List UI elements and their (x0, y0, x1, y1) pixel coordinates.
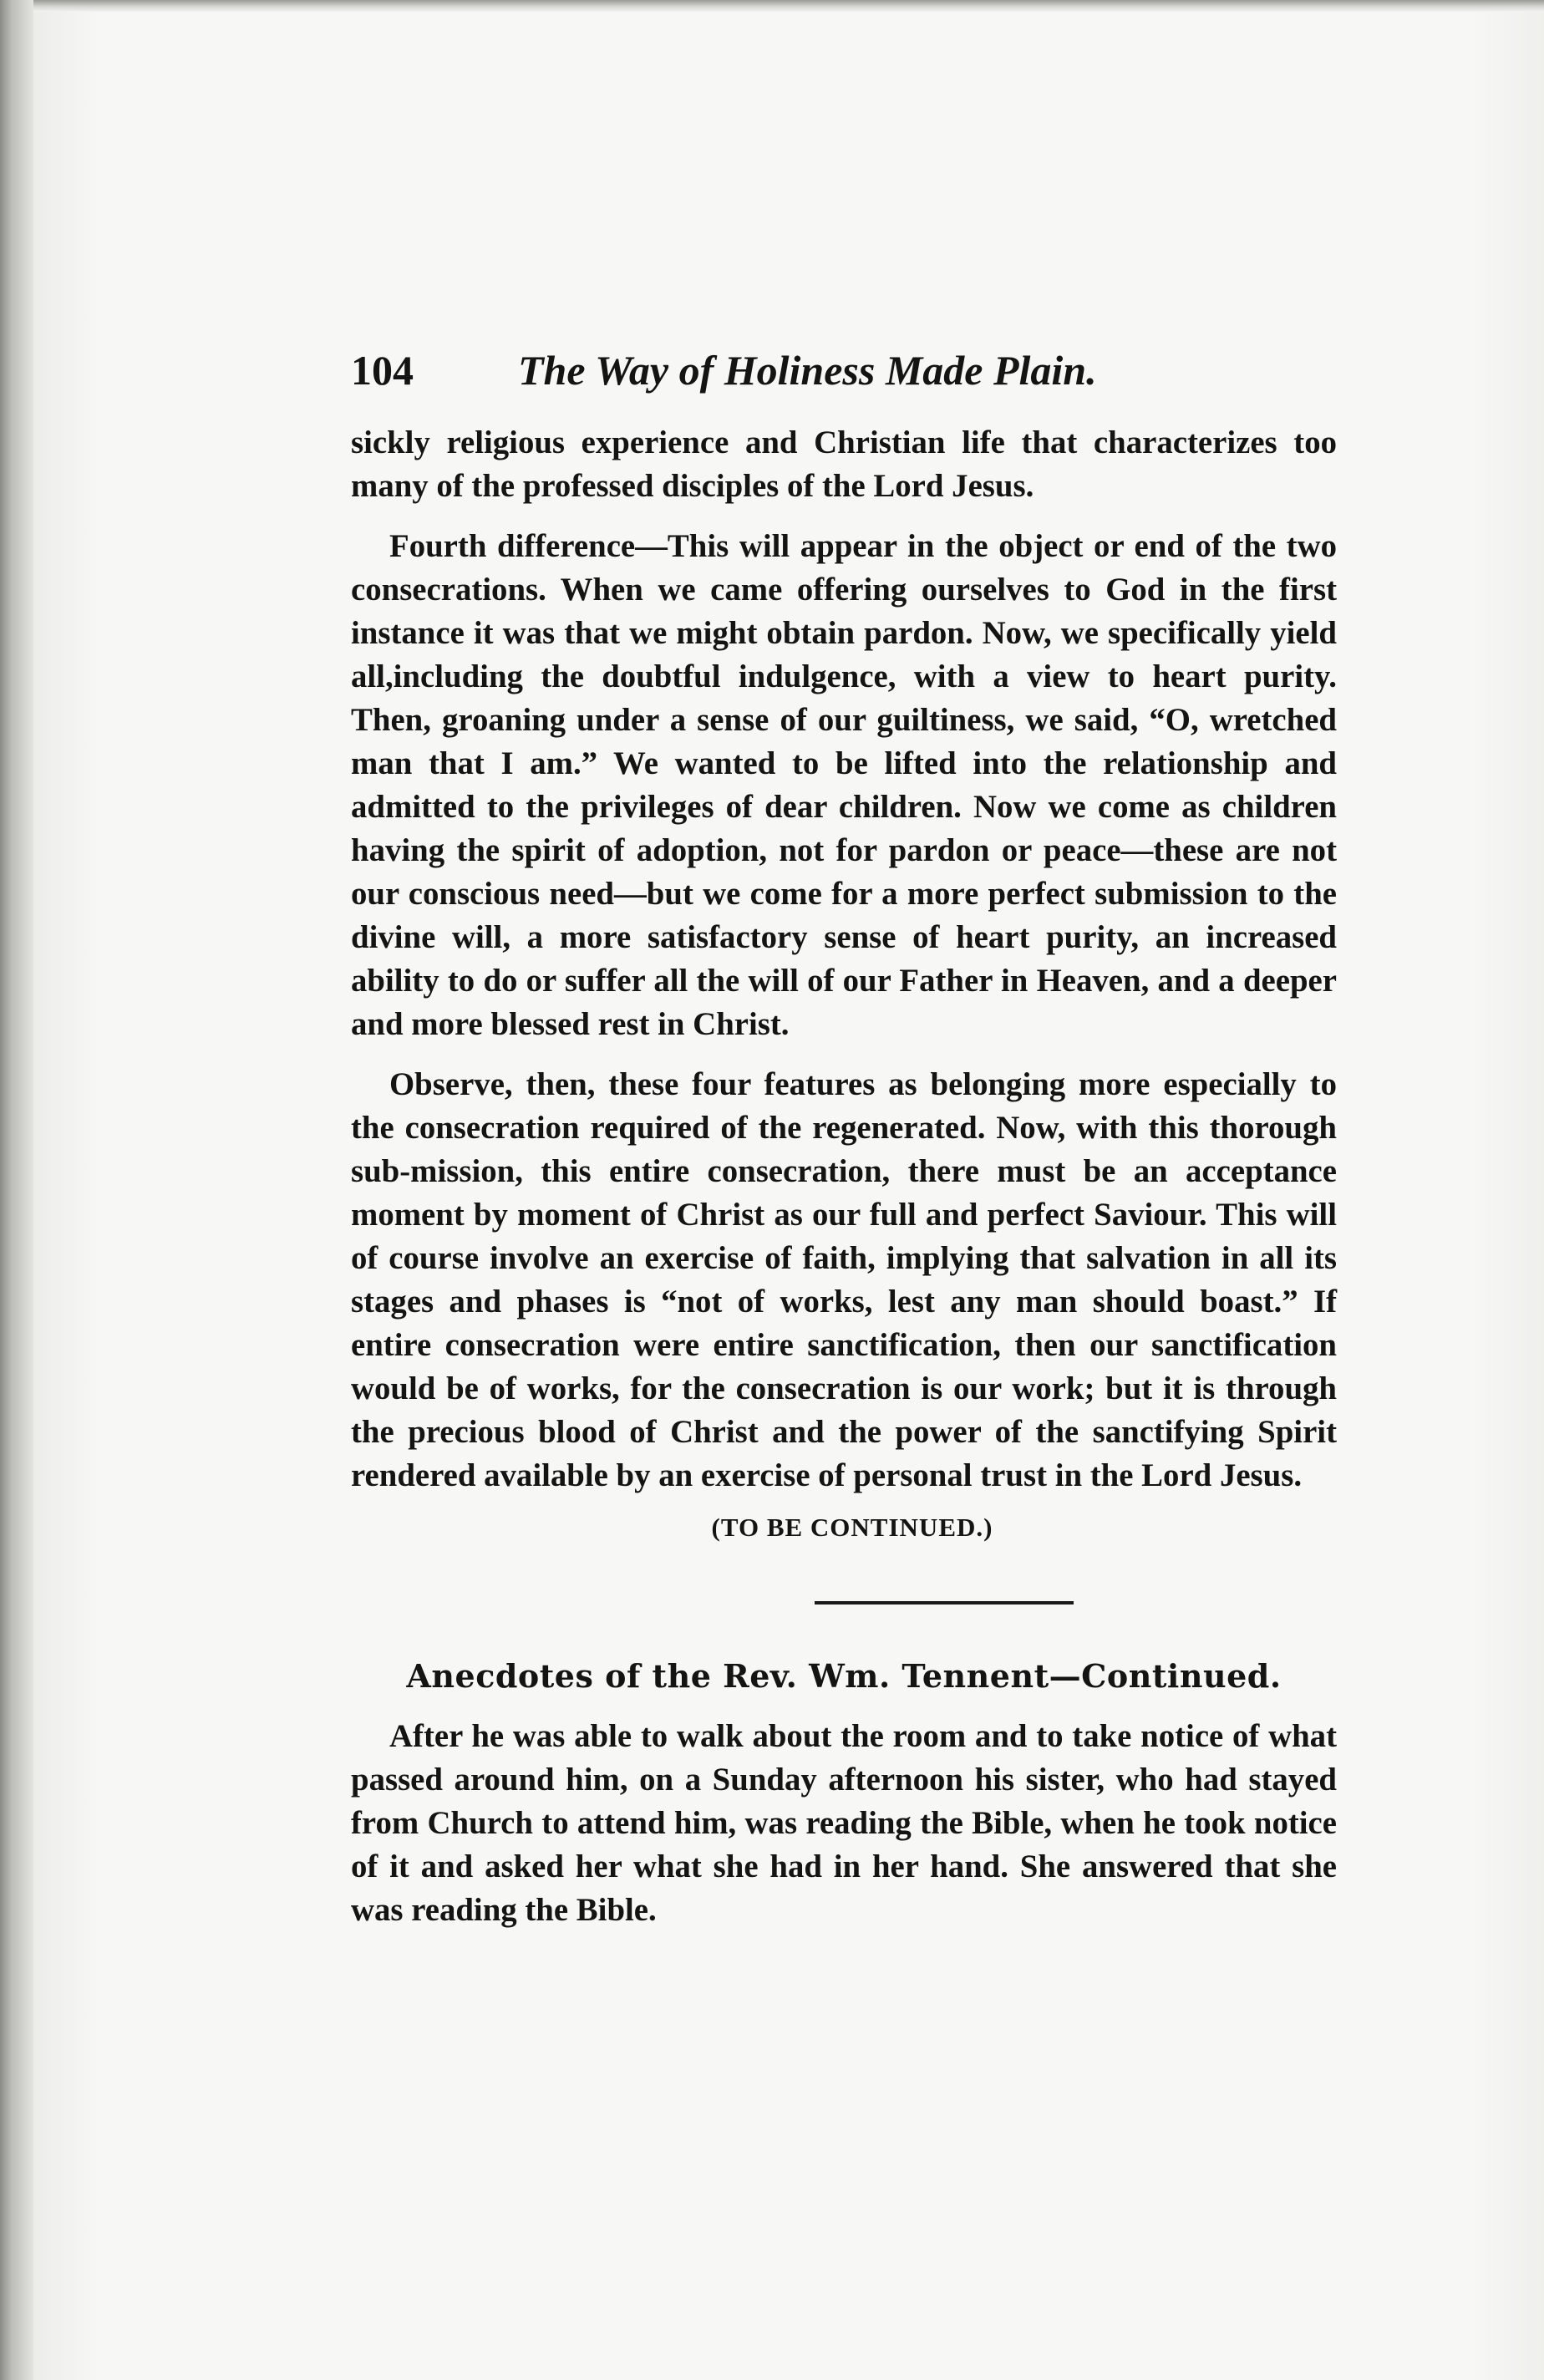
running-head-title: The Way of Holiness Made Plain. (518, 347, 1097, 394)
section-heading: Anecdotes of the Rev. Wm. Tennent—Continued. (406, 1657, 1282, 1695)
paragraph-fourth-difference: Fourth difference—This will appear in the object or end of the two consecrations. When we came offering ourselves to God in the first instance it was that we might obtain pardon. Now, we specifically yield all,including the doubtful indulgence, with a view to heart purity. Then, groaning under a sense of our guiltiness, we said, “O, wretched man that I am.” We wanted to be lifted into the relationship and admitted to the privileges of dear children. Now we come as children having the spirit of adoption, not for pardon or peace—these are not our conscious need—but we come for a more perfect submission to the divine will, a more satisfactory sense of heart purity, an increased ability to do or suffer all the will of our Father in Heaven, and a deeper and more blessed rest in Christ. (351, 528, 1337, 1042)
page-content (351, 334, 1337, 1932)
page-top-edge-shadow (33, 0, 1544, 12)
section-divider-rule (815, 1601, 1074, 1604)
section-body-text (351, 1715, 1337, 1932)
page-left-edge-shadow (0, 0, 33, 2380)
paragraph-continued: sickly religious experience and Christian life that characterizes too many of the professed disciples of the Lord Jesus. (351, 425, 1337, 504)
body-text (351, 421, 1337, 1498)
paragraph-observe: Observe, then, these four features as belonging more especially to the consecration required of the regenerated. Now, with this thorough sub-mission, this entire consecration, there must be an acceptance moment by moment of Christ as our full and perfect Saviour. This will of course involve an exercise of faith, implying that salvation in all its stages and phases is “not of works, lest any man should boast.” If entire consecration were entire sanctification, then our sanctification would be of works, for the consecration is our work; but it is through the precious blood of Christ and the power of the sanctifying Spirit rendered available by an exercise of personal trust in the Lord Jesus. (351, 1066, 1337, 1493)
running-head (351, 334, 1337, 406)
page-number: 104 (351, 347, 414, 394)
to-be-continued-note: (TO BE CONTINUED.) (711, 1513, 993, 1542)
paragraph-anecdote: After he was able to walk about the room and to take notice of what passed around him, on a Sunday afternoon his sister, who had stayed from Church to attend him, was reading the Bible, when he took notice of it and asked her what she had in her hand. She answered that she was reading the Bible. (351, 1718, 1337, 1928)
